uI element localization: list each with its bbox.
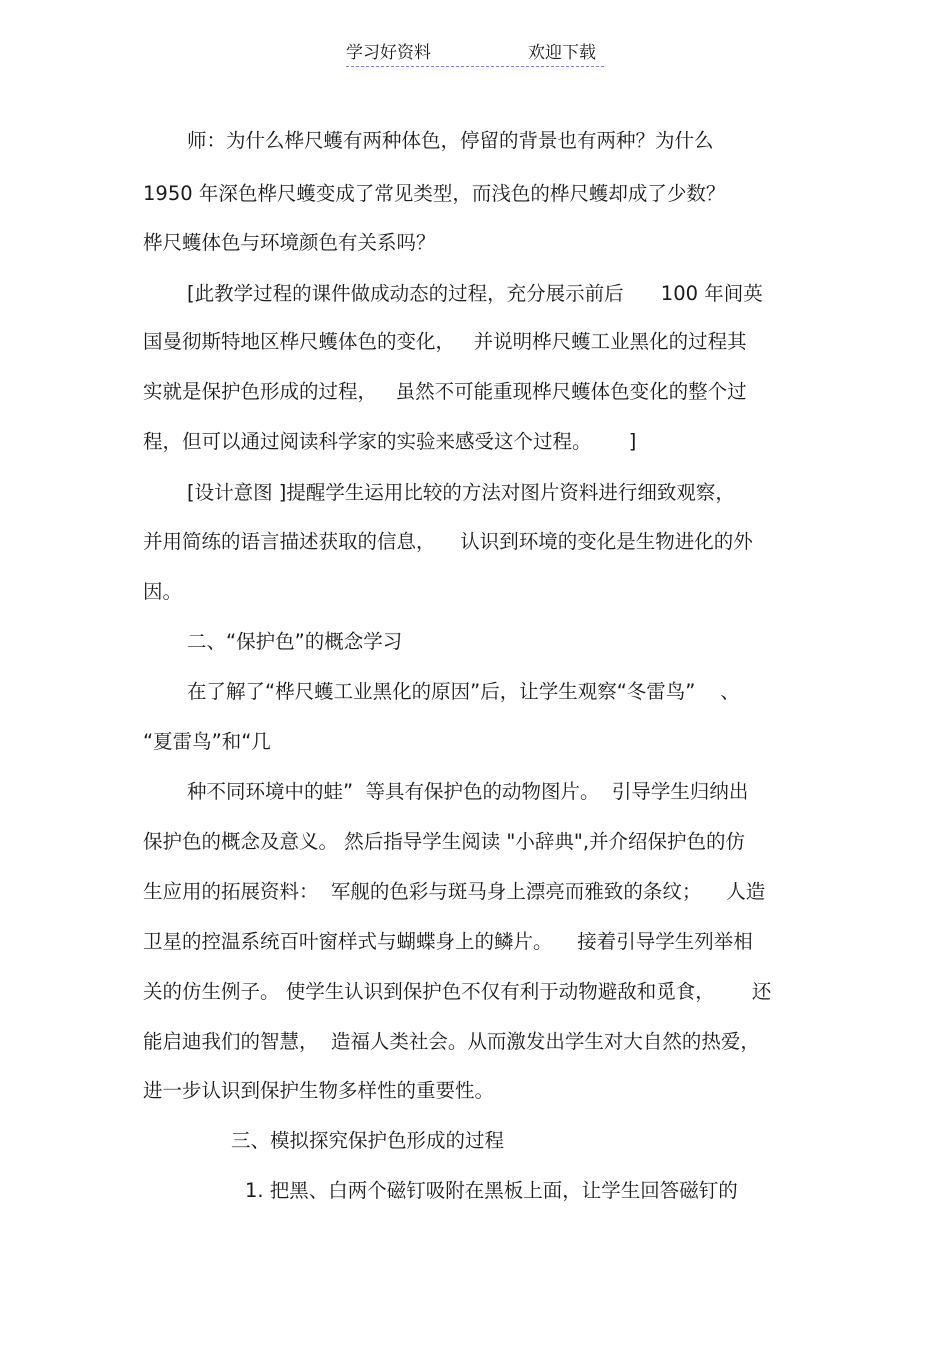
- text-line: 1950 年深色桦尺蠖变成了常见类型，而浅色的桦尺蠖却成了少数？: [143, 182, 726, 205]
- text-line: 并用简练的语言描述获取的信息， 认识到环境的变化是生物进化的外: [143, 530, 753, 553]
- numbered-item: 1. 把黑、白两个磁钉吸附在黑板上面，让学生回答磁钉的: [245, 1179, 738, 1202]
- text-line: [设计意图 ]提醒学生运用比较的方法对图片资料进行细致观察，: [187, 481, 735, 504]
- text-line: 实就是保护色形成的过程， 虽然不可能重现桦尺蠖体色变化的整个过: [143, 380, 747, 403]
- text-line: 生应用的拓展资料： 军舰的色彩与斑马身上漂亮而雅致的条纹； 人造: [143, 880, 766, 903]
- text-line: [此教学过程的课件做成动态的过程，充分展示前后 100 年间英: [187, 282, 763, 305]
- text-line: 关的仿生例子。 使学生认识到保护色不仅有利于动物避敌和觅食， 还: [143, 980, 772, 1003]
- text-line: 保护色的概念及意义。 然后指导学生阅读 "小辞典",并介绍保护色的仿: [143, 830, 746, 853]
- header-right-text: 欢迎下载: [528, 43, 596, 63]
- header-left-text: 学习好资料: [346, 43, 431, 63]
- text-line: 能启迪我们的智慧， 造福人类社会。从而激发出学生对大自然的热爱，: [143, 1030, 760, 1053]
- text-line: 因。: [143, 580, 183, 603]
- text-line: 国曼彻斯特地区桦尺蠖体色的变化， 并说明桦尺蠖工业黑化的过程其: [143, 330, 747, 353]
- page-header: [346, 42, 604, 67]
- text-line: 桦尺蠖体色与环境颜色有关系吗？: [143, 231, 436, 254]
- section-heading: 三、模拟探究保护色形成的过程: [231, 1129, 505, 1152]
- text-line: 在了解了“桦尺蠖工业黑化的原因”后，让学生观察“冬雷鸟” 、: [187, 680, 740, 703]
- text-line: 种不同环境中的蛙” 等具有保护色的动物图片。 引导学生归纳出: [187, 780, 749, 803]
- text-line: 师：为什么桦尺蠖有两种体色，停留的背景也有两种？为什么: [187, 129, 714, 152]
- text-line: 进一步认识到保护生物多样性的重要性。: [143, 1079, 495, 1102]
- section-heading: 二、“保护色”的概念学习: [187, 630, 403, 653]
- text-line: 程，但可以通过阅读科学家的实验来感受这个过程。 ]: [143, 430, 637, 453]
- text-line: “夏雷鸟”和“几: [143, 730, 271, 753]
- text-line: 卫星的控温系统百叶窗样式与蝴蝶身上的鳞片。 接着引导学生列举相: [143, 930, 753, 953]
